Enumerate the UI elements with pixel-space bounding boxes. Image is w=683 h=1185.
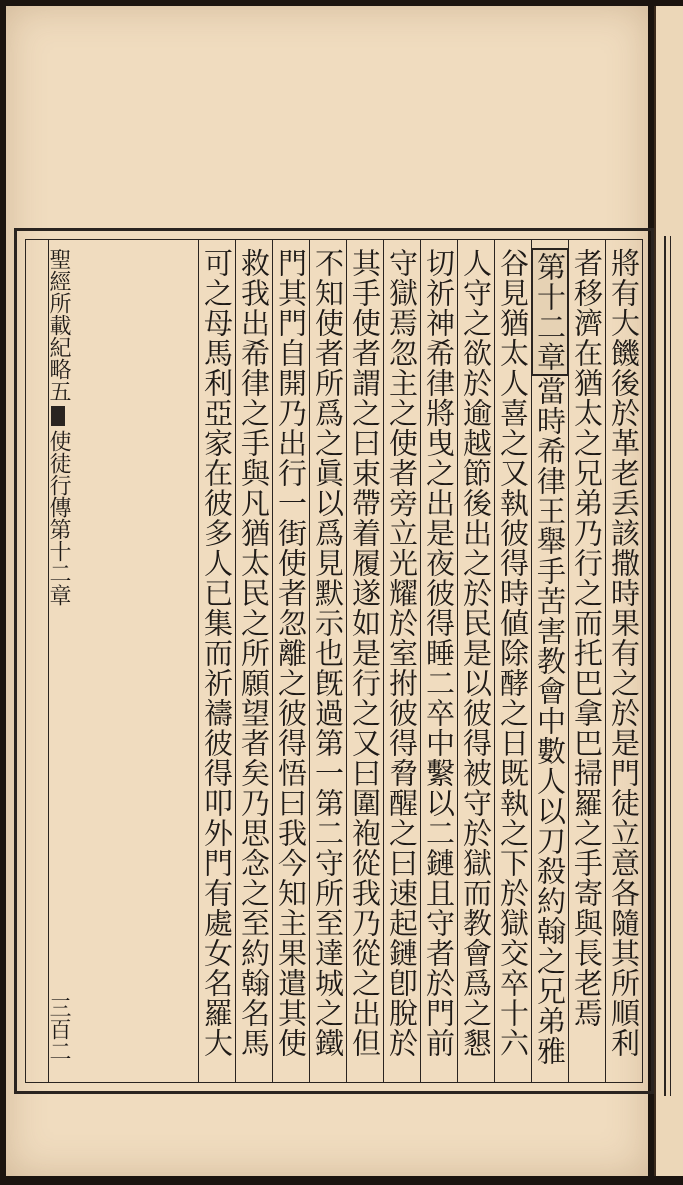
frame-line (664, 236, 666, 1096)
chapter-heading: 第十二章 (531, 248, 569, 376)
column-text-rest: 當時希律王舉手苦害教會中數人以刀殺約翰之兄弟雅 (533, 376, 567, 1066)
column-text: 其手使者謂之曰束帶着履遂如是行之又曰圍袍從我乃從之出但 (348, 248, 382, 1058)
column-text: 救我出希律之手與凡猶太民之所願望者矣乃思念之至約翰名馬 (237, 248, 271, 1058)
adjacent-page-edge (654, 6, 683, 1176)
column-text: 者移濟在猶太之兄弟乃行之而托巴拿巴掃羅之手寄與長老焉 (570, 248, 604, 1028)
column-text: 人守之欲於逾越節後出之於民是以彼得被守於獄而教會爲之懇 (459, 248, 493, 1058)
column-text: 谷見猶太人喜之又執彼得時値除酵之日既執之下於獄交卒十六 (496, 248, 530, 1058)
book-page (6, 6, 648, 1176)
text-area (25, 239, 643, 1083)
running-head (43, 240, 73, 1082)
margin-area (48, 240, 198, 1082)
column-text: 門其門自開乃出行一街使者忽離之彼得悟曰我今知主果遣其使 (274, 248, 308, 1058)
column-text: 不知使者所爲之眞以爲見默示也旣過第一第二守所至達城之鐵 (311, 248, 345, 1058)
text-column-5 (457, 240, 494, 1082)
running-head-text (43, 248, 73, 606)
column-text (532, 248, 568, 1066)
text-column-4 (494, 240, 531, 1082)
column-text: 可之母馬利亞家在彼多人已集而祈禱彼得叩外門有處女名羅大 (200, 248, 234, 1058)
text-column-2 (568, 240, 605, 1082)
chapter-label: 使徒行傳第十二章 (46, 430, 71, 606)
book-title: 聖經所載紀略五 (46, 248, 71, 402)
text-column-3 (531, 240, 568, 1082)
text-column-10 (272, 240, 309, 1082)
text-column-8 (346, 240, 383, 1082)
column-text: 將有大饑後於革老丢該撒時果有之於是門徒立意各隨其所順利 (607, 248, 641, 1058)
text-column-9 (309, 240, 346, 1082)
page-number: 三百二 (46, 996, 71, 1062)
text-column-7 (383, 240, 420, 1082)
text-column-6 (420, 240, 457, 1082)
text-frame (14, 228, 654, 1094)
text-column-12 (198, 240, 235, 1082)
column-text: 切祈神希律將曳之出是夜彼得睡二卒中繫以二鏈且守者於門前 (422, 248, 456, 1058)
text-column-11 (235, 240, 272, 1082)
column-text: 守獄焉忽主之使者旁立光耀於室拊彼得脅醒之曰速起鏈卽脫於 (385, 248, 419, 1058)
text-column-1 (605, 240, 642, 1082)
fishtail-mark (51, 406, 65, 426)
frame-line (670, 236, 671, 1096)
